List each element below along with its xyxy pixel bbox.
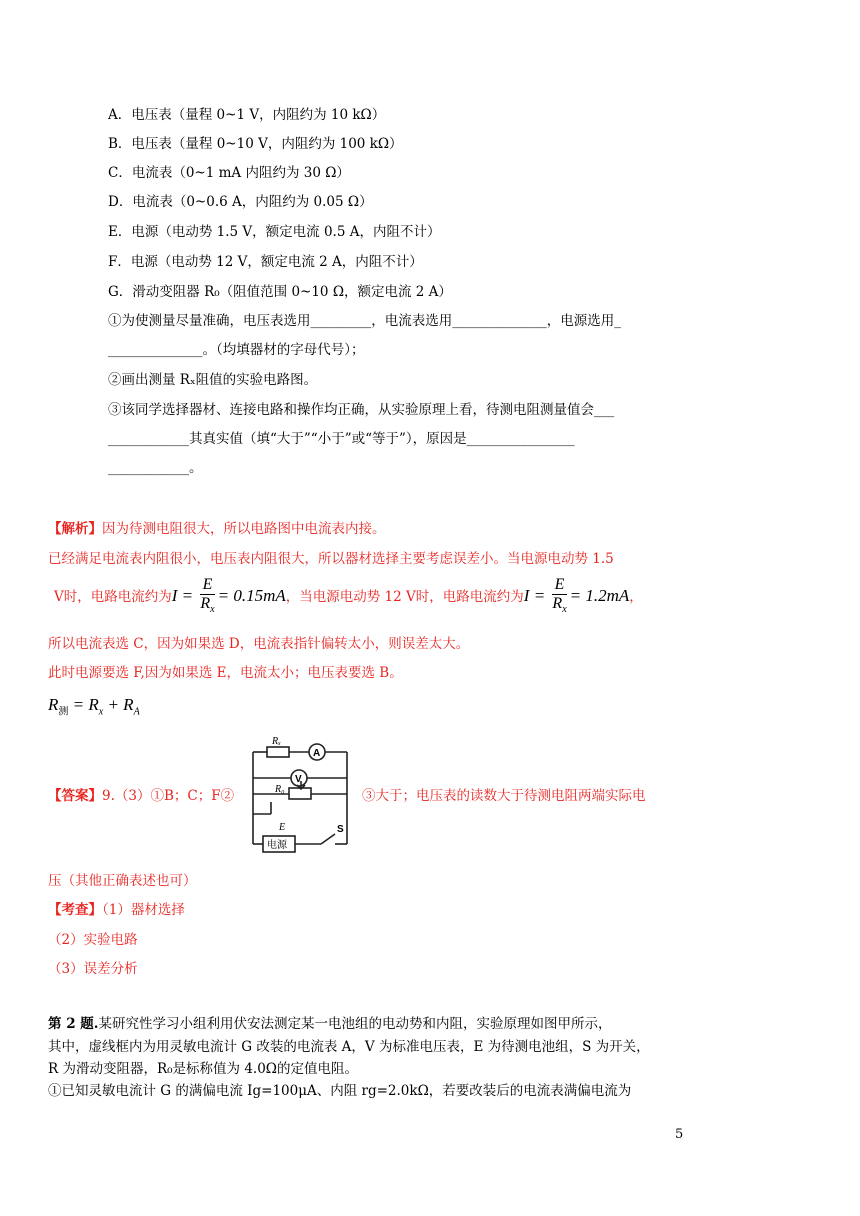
option-f: F．电源（电动势 12 V，额定电流 2 A，内阻不计） (108, 254, 423, 270)
question-3-line-3: ____________。 (108, 460, 203, 476)
question-2: ②画出测量 Rₓ阻值的实验电路图。 (108, 372, 318, 388)
circuit-source-label: 电源 (267, 840, 287, 851)
formula-r-measure: $R_测 = R_x + R_A$ (48, 695, 140, 718)
circuit-emf-label: E (279, 822, 286, 833)
problem-2-line-3: R 为滑动变阻器，R₀是标称值为 4.0Ω的定值电阻。 (48, 1061, 358, 1077)
formula-2-value: = 1.2mA (569, 586, 630, 605)
exam-label: 【考查】 (48, 902, 102, 918)
voltmeter-symbol: V (295, 774, 302, 785)
formula-1-value: = 0.15mA (217, 586, 286, 605)
analysis-line-2: 已经满足电流表内阻很小，电压表内阻很大，所以器材选择主要考虑误差小。当电源电动势 1.5 (48, 551, 614, 567)
answer-line (48, 786, 234, 806)
circuit-diagram (245, 734, 355, 858)
option-c: C．电流表（0~1 mA 内阻约为 30 Ω） (108, 165, 350, 181)
fraction-2: $\frac{E}{R_x}$ (552, 575, 567, 616)
question-1-line-2: ______________。（均填器材的字母代号）； (108, 342, 365, 358)
analysis-line-5: 此时电源要选 F,因为如果选 E，电流太小；电压表要选 B。 (48, 665, 403, 681)
option-b: B．电压表（量程 0~10 V，内阻约为 100 kΩ） (108, 136, 403, 152)
circuit-switch-label: S (337, 824, 344, 835)
formula-i-2: I = (523, 586, 550, 605)
analysis-text-3b: ，当电源电动势 12 V时，电路电流约为 (285, 589, 524, 605)
fraction-1: $\frac{E}{R_x}$ (200, 575, 215, 616)
exam-item-2: （2）实验电路 (48, 932, 138, 948)
option-e: E．电源（电动势 1.5 V，额定电流 0.5 A，内阻不计） (108, 224, 441, 240)
problem-2-line-1 (48, 1014, 612, 1034)
problem-2-line-2: 其中，虚线框内为用灵敏电流计 G 改装的电流表 A，V 为标准电压表，E 为待测电池组，S 为开关， (48, 1039, 650, 1055)
option-a: A．电压表（量程 0~1 V，内阻约为 10 kΩ） (108, 107, 386, 123)
problem-2-text-1: 某研究性学习小组利用伏安法测定某一电池组的电动势和内阻，实验原理如图甲所示， (98, 1016, 612, 1032)
page-number: 5 (675, 1127, 684, 1142)
circuit-r0-label: R₀ (275, 784, 285, 795)
analysis-line-3: V时，电路电流约为I = $\frac{E}{R_x}$ = 0.15mA，当电源电动势 12 V时，电路电流约为I = $\frac{E}{R_x}$ = 1.2mA， (48, 574, 643, 618)
question-1-line-1: ①为使测量尽量准确，电压表选用_________，电流表选用______________，电源选用_ (108, 313, 621, 329)
option-g: G．滑动变阻器 R₀（阻值范围 0~10 Ω，额定电流 2 A） (108, 284, 452, 300)
analysis-label: 【解析】 (48, 521, 102, 537)
question-3-line-2: ____________其真实值（填“大于”“小于”或“等于”），原因是________________ (108, 431, 575, 447)
ammeter-symbol: A (313, 748, 321, 759)
formula-i-1: I = (171, 586, 198, 605)
answer-label: 【答案】 (48, 788, 102, 804)
option-d: D．电流表（0~0.6 A，内阻约为 0.05 Ω） (108, 194, 373, 210)
analysis-text-3a: V时，电路电流约为 (54, 589, 172, 605)
problem-2-label: 第 2 题. (48, 1016, 99, 1032)
analysis-text-1: 因为待测电阻很大，所以电路图中电流表内接。 (102, 521, 386, 537)
problem-2-line-4: ①已知灵敏电流计 G 的满偏电流 Ig=100μA、内阻 rg=2.0kΩ，若要改装后的电流表满偏电流为 (48, 1083, 632, 1099)
answer-text-b: ③大于；电压表的读数大于待测电阻两端实际电 (362, 788, 646, 804)
analysis-line-1 (48, 519, 386, 539)
exam-item-3: （3）误差分析 (48, 961, 138, 977)
exam-item-1: （1）器材选择 (102, 902, 185, 918)
answer-text-a: 9.（3）①B；C；F② (102, 788, 235, 804)
answer-text-c: 压（其他正确表述也可） (48, 873, 197, 889)
circuit-rx-label: Rₓ (272, 736, 281, 747)
exam-line (48, 900, 185, 920)
question-3-line-1: ③该同学选择器材、连接电路和操作均正确，从实验原理上看，待测电阻测量值会___ (108, 402, 615, 418)
analysis-line-4: 所以电流表选 C，因为如果选 D，电流表指针偏转太小，则误差太大。 (48, 636, 470, 652)
